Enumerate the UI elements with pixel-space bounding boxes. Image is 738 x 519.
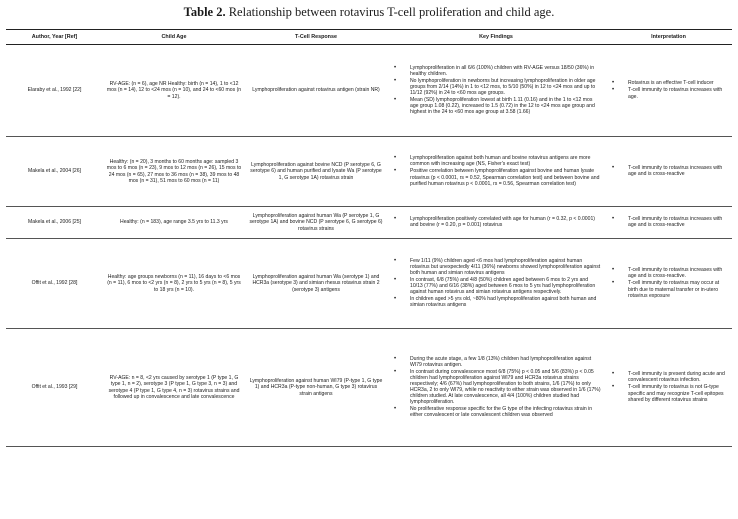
finding-item: • Mean (SD) lymphoproliferation lowest at birth 1.11 (0.16) and in the 1 to <12 mos age group 1.08 (0.22), increased to 1.5 (0.72) in the 12 to <24 mos age group and highest in the 24 to <60 mos age group at 3.58 (1.66): [390, 97, 602, 115]
interpretation-cell: [605, 137, 732, 207]
findings-cell: [387, 45, 605, 137]
finding-item: • Positive correlation between lymphoproliferation against bovine and human lysate rotavirus (p < 0.0001, rs = 0.52, Spearman correlation test) and between bovine and purified human rotavirus p < 0.0001, rs = 0.56, Spearman correlation test): [390, 168, 602, 186]
findings-cell: [387, 137, 605, 207]
finding-item: • During the acute stage, a few 1/8 (13%) children had lymphoproliferation against WI79 rotavirus antigen.: [390, 356, 602, 368]
col-header-findings: Key Findings: [387, 30, 605, 45]
table-row: [6, 137, 732, 207]
findings-cell: [387, 239, 605, 329]
interpretation-cell: [605, 207, 732, 239]
age-cell: Healthy: (n = 20), 3 months to 60 months age: sampled 3 mos to 6 mos (n = 23), 9 mos to 12 mos (n = 26), 15 mos to 24 mos (n = 65), 27 mos to 36 mos (n = 38), 39 mos to 48 mos (n = 31), 51 mos to 60 mos (n = 11): [103, 137, 245, 207]
interpretation-item: • T-cell immunity to rotavirus increases with age.: [608, 87, 729, 99]
table-row: [6, 239, 732, 329]
age-cell: RV-AGE: n = 8, <2 yrs caused by serotype 1 (P type 1, G type 1, n = 2), serotype 3 (P type 1, G type 3, n = 3) and serotype 4 (P type 1, G type 4, n = 3) rotavirus strains and followed up in convalescence and late convalescence: [103, 329, 245, 447]
interpretation-cell: [605, 329, 732, 447]
findings-cell: [387, 329, 605, 447]
finding-item: • In contrast, 6/8 (75%) and 4/8 (50%) children aged between 6 mos to 2 yrs and 10/13 (77%) and 6/16 (38%) aged between 6 mos to 5 yrs had lymphoproliferation against human rotavirus and simian rotavirus antigens respectively.: [390, 277, 602, 295]
findings-table: [6, 29, 732, 447]
author-cell: Offit et al., 1992 [28]: [6, 239, 103, 329]
interpretation-item: • T-cell immunity to rotavirus is not G-type specific and may recognize T-cell epitopes shared by different rotavirus strains: [608, 384, 729, 402]
interpretation-item: • T-cell immunity to rotavirus may occur at birth due to maternal transfer or in-utero rotavirus exposure: [608, 280, 729, 298]
table-row: [6, 45, 732, 137]
col-header-response: T-Cell Response: [245, 30, 387, 45]
finding-item: • Few 1/11 (9%) children aged <6 mos had lymphoproliferation against human rotavirus but unexpectedly 4/11 (36%) newborns showed lymphoproliferation against both human and simian rotavirus antigens: [390, 258, 602, 276]
age-cell: RV-AGE: (n = 6), age NR Healthy: birth (n = 14), 1 to <12 mos (n = 14), 12 to <24 mos (n = 10), and 24 to <60 mos (n = 12).: [103, 45, 245, 137]
finding-item: • In contrast during convalescence most 6/8 (75%) p < 0.05 and 5/6 (83%) p < 0.05 children had lymphoproliferation against WI79 and HCR3a rotavirus strains respectively; 4/6 (67%) had lymphoproliferation to both strains, 1/6 (17%) to only HCR3a, 2 to only WI79, while no reactivity to either strain was observed in 1/6 (17%) children studied. At late convalescence, all 4/4 (100%) children studied had lymphoproliferation.: [390, 369, 602, 406]
author-cell: Offit et al., 1993 [29]: [6, 329, 103, 447]
interpretation-cell: [605, 45, 732, 137]
response-cell: Lymphoproliferation against human WI79 (P-type 1, G type 1) and HCR3a (P-type non-human, G type 3) rotavirus strain antigens: [245, 329, 387, 447]
table-row: [6, 207, 732, 239]
finding-item: • In children aged >5 yrs old, ~80% had lymphoproliferation against both human and simian rotavirus antigens: [390, 296, 602, 308]
interpretation-item: • T-cell immunity is present during acute and convalescent rotavirus infection.: [608, 371, 729, 383]
response-cell: Lymphoproliferation against human Wa (P serotype 1, G serotype 1A) and bovine NCD (P serotype 6, G serotype 6) rotavirus strains: [245, 207, 387, 239]
finding-item: • Lymphoproliferation in all 6/6 (100%) children with RV-AGE versus 18/50 (36%) in healthy children.: [390, 65, 602, 77]
finding-item: • Lymphoproliferation positively correlated with age for human (r = 0.32, p < 0.0001) and bovine (r = 0.20, p = 0.001) rotavirus: [390, 216, 602, 228]
table-title: Relationship between rotavirus T-cell proliferation and child age.: [228, 5, 555, 19]
interpretation-item: • T-cell immunity to rotavirus increases with age and is cross-reactive: [608, 165, 729, 177]
author-cell: Makela et al., 2004 [26]: [6, 137, 103, 207]
finding-item: • Lymphoproliferation against both human and bovine rotavirus antigens are more common with increasing age (NS, Fisher's exact test): [390, 155, 602, 167]
finding-item: • No proliferative response specific for the G type of the infecting rotavirus strain in either convalescent or late convalescent children was observed: [390, 406, 602, 418]
findings-cell: [387, 207, 605, 239]
col-header-interpretation: Interpretation: [605, 30, 732, 45]
author-cell: Elaraby et al., 1992 [22]: [6, 45, 103, 137]
response-cell: Lymphoproliferation against bovine NCD (P serotype 6, G serotype 6) and human purified and lysate Wa (P serotype 1, G serotype 1A) rotavirus strain: [245, 137, 387, 207]
age-cell: Healthy: age groups newborns (n = 11), 16 days to <6 mos (n = 11), 6 mos to <2 yrs (n = 8), 2 yrs to 5 yrs (n = 8), 5 yrs to 18 yrs (n = 10).: [103, 239, 245, 329]
interpretation-item: • T-cell immunity to rotavirus increases with age and is cross-reactive: [608, 216, 729, 228]
response-cell: Lymphoproliferation against rotavirus antigen (strain NR): [245, 45, 387, 137]
table-label: Table 2.: [183, 5, 226, 19]
header-row: [6, 30, 732, 45]
interpretation-item: • Rotavirus is an effective T-cell inducer: [608, 80, 729, 86]
response-cell: Lymphoproliferation against human Wa (serotype 1) and HCR3a (serotype 3) and simian rhesus rotavirus strain 2 (serotype 3) antigens: [245, 239, 387, 329]
age-cell: Healthy: (n = 183), age range 3.5 yrs to 11.3 yrs: [103, 207, 245, 239]
col-header-author: Author, Year [Ref]: [6, 30, 103, 45]
table-caption: [0, 0, 738, 23]
finding-item: • No lymphoproliferation in newborns but increasing lymphoproliferation in older age groups from 2/14 (14%) in 1 to <12 mos, to 5/10 (50%) in 12 to <24 mos and up to 11/12 (92%) in 24 to <60 mos age groups.: [390, 78, 602, 96]
table-row: [6, 329, 732, 447]
col-header-age: Child Age: [103, 30, 245, 45]
author-cell: Makela et al., 2006 [25]: [6, 207, 103, 239]
interpretation-cell: [605, 239, 732, 329]
interpretation-item: • T-cell immunity to rotavirus increases with age and is cross-reactive.: [608, 267, 729, 279]
